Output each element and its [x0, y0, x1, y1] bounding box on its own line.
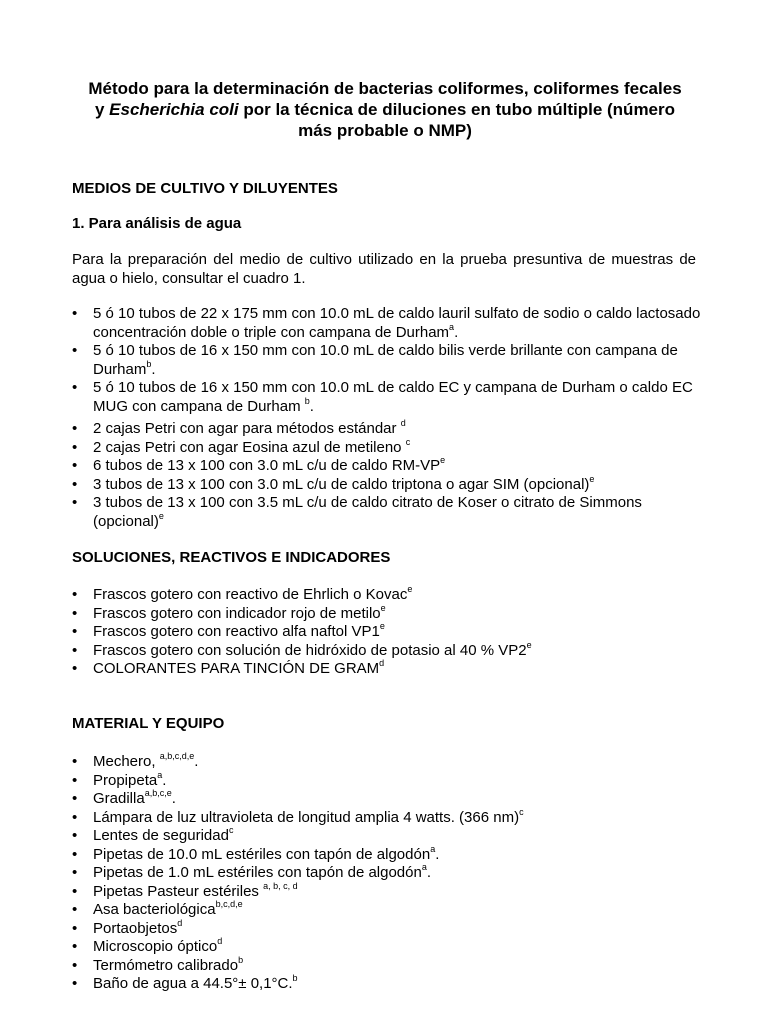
title-line-2-suffix: por la técnica de diluciones en tubo múltiple (número [238, 100, 676, 119]
list-item [72, 420, 702, 439]
subheading-analisis-agua: 1. Para análisis de agua [72, 215, 242, 232]
list-item [72, 954, 702, 976]
list-item [72, 473, 702, 495]
list-item [72, 790, 702, 809]
section-heading-soluciones: SOLUCIONES, REACTIVOS E INDICADORES [72, 549, 391, 566]
list-item [72, 305, 702, 342]
list-item-text: Portaobjetos [93, 919, 178, 937]
list-item [72, 901, 702, 920]
list-item [72, 602, 702, 624]
section-heading-material: MATERIAL Y EQUIPO [72, 715, 225, 732]
list-item-text: 2 cajas Petri con agar para métodos estándar [93, 420, 401, 437]
list-item-text: Termómetro calibrado [93, 956, 239, 974]
list-item [72, 623, 702, 642]
list-item [72, 975, 702, 994]
footnote-superscript: d [177, 917, 183, 928]
title-organism-name: Escherichia coli [109, 100, 239, 119]
list-item-text: COLORANTES PARA TINCIÓN DE GRAM [93, 660, 380, 677]
list-item-text: Pipetas de 1.0 mL estériles con tapón de algodón [93, 864, 422, 881]
equipment-list [72, 753, 702, 994]
list-item-text: Baño de agua a 44.5°± 0,1°C. [93, 975, 293, 992]
footnote-superscript: a [430, 843, 436, 854]
footnote-superscript: a,b,c,e [144, 788, 172, 798]
footnote-superscript: a [449, 321, 455, 332]
list-item-text: Pipetas Pasteur estériles [93, 882, 264, 900]
footnote-superscript: d [400, 418, 406, 428]
list-item-punctuation: . [194, 753, 199, 770]
list-item-punctuation: . [454, 323, 459, 341]
list-item [72, 938, 702, 957]
list-item-text: 5 ó 10 tubos de 16 x 150 mm con 10.0 mL de caldo EC y campana de Durham o caldo EC MUG con campana de Durham [93, 379, 693, 415]
list-item [72, 342, 702, 379]
section-heading-medios: MEDIOS DE CULTIVO Y DILUYENTES [72, 180, 338, 197]
culture-tubes-list [72, 305, 702, 416]
list-item [72, 864, 702, 883]
footnote-superscript: e [379, 621, 385, 631]
list-item-punctuation: . [435, 845, 440, 863]
list-item-text: Propipeta [93, 771, 158, 789]
footnote-superscript: e [380, 602, 386, 613]
footnote-superscript: a [421, 862, 427, 872]
list-item-text: Frascos gotero con reactivo de Ehrlich o Kovac [93, 586, 408, 603]
list-item-punctuation: . [162, 771, 167, 789]
list-item [72, 379, 702, 416]
list-item-text: Frascos gotero con indicador rojo de metilo [93, 604, 381, 622]
list-item-text: 5 ó 10 tubos de 16 x 150 mm con 10.0 mL de caldo bilis verde brillante con campana de Durham [93, 342, 678, 378]
list-item [72, 436, 702, 458]
list-item-text: 6 tubos de 13 x 100 con 3.0 mL c/u de caldo RM-VP [93, 457, 441, 474]
footnote-superscript: e [589, 473, 595, 484]
footnote-superscript: a [157, 769, 163, 780]
list-item-text: Lámpara de luz ultravioleta de longitud amplia 4 watts. (366 nm) [93, 808, 520, 826]
list-item-text: 3 tubos de 13 x 100 con 3.5 mL c/u de caldo citrato de Koser o citrato de Simmons (opcional) [93, 494, 642, 530]
footnote-superscript: a,b,c,d,e [159, 751, 195, 761]
list-item-text: Asa bacteriológica [93, 901, 216, 918]
list-item [72, 753, 702, 772]
list-item [72, 639, 702, 661]
list-item [72, 806, 702, 828]
list-item [72, 827, 702, 846]
list-item [72, 494, 702, 531]
footnote-superscript: b [146, 358, 152, 369]
footnote-superscript: b,c,d,e [215, 899, 243, 909]
list-item-text: 5 ó 10 tubos de 22 x 175 mm con 10.0 mL de caldo lauril sulfato de sodio o caldo lactosado concentración doble o triple con campana de Durham [93, 305, 701, 341]
list-item-text: Lentes de seguridad [93, 827, 229, 844]
footnote-superscript: e [407, 584, 413, 594]
footnote-superscript: e [158, 510, 164, 521]
list-item-text: Frascos gotero con reactivo alfa naftol VP1 [93, 623, 380, 640]
document-title [70, 78, 700, 141]
plates-and-tubes-list [72, 420, 702, 531]
list-item-punctuation: . [309, 397, 314, 415]
list-item [72, 880, 702, 902]
list-item-punctuation: . [151, 360, 156, 378]
footnote-superscript: e [526, 639, 532, 650]
list-item-punctuation: . [171, 790, 176, 807]
title-line-1: Método para la determinación de bacterias coliformes, coliformes fecales [88, 79, 682, 98]
footnote-superscript: c [405, 436, 411, 447]
footnote-superscript: d [217, 936, 223, 946]
footnote-superscript: d [379, 658, 385, 668]
list-item [72, 586, 702, 605]
list-item [72, 843, 702, 865]
list-item-text: Frascos gotero con solución de hidróxido de potasio al 40 % VP2 [93, 641, 527, 659]
footnote-superscript: b [304, 395, 310, 406]
footnote-superscript: b [238, 954, 244, 965]
title-line-2-prefix: y [94, 100, 110, 119]
list-item-punctuation: . [426, 864, 432, 881]
list-item [72, 917, 702, 939]
list-item [72, 457, 702, 476]
list-item-text: Microscopio óptico [93, 938, 218, 955]
intro-paragraph: Para la preparación del medio de cultivo utilizado en la prueba presuntiva de muestras de agua o hielo, consultar el cuadro 1. [72, 251, 696, 287]
footnote-superscript: c [228, 825, 234, 835]
list-item [72, 660, 702, 679]
reagents-list [72, 586, 702, 679]
list-item-text: Pipetas de 10.0 mL estériles con tapón de algodón [93, 845, 431, 863]
list-item-text: Gradilla [93, 790, 145, 807]
footnote-superscript: c [519, 806, 524, 817]
list-item-text: 3 tubos de 13 x 100 con 3.0 mL c/u de caldo triptona o agar SIM (opcional) [93, 475, 590, 493]
footnote-superscript: e [440, 455, 446, 465]
footnote-superscript: b [292, 973, 298, 983]
list-item-text: Mechero, [93, 753, 160, 770]
title-line-3: más probable o NMP) [298, 121, 472, 140]
list-item-text: 2 cajas Petri con agar Eosina azul de metileno [93, 438, 406, 456]
footnote-superscript: a, b, c, d [263, 880, 298, 891]
